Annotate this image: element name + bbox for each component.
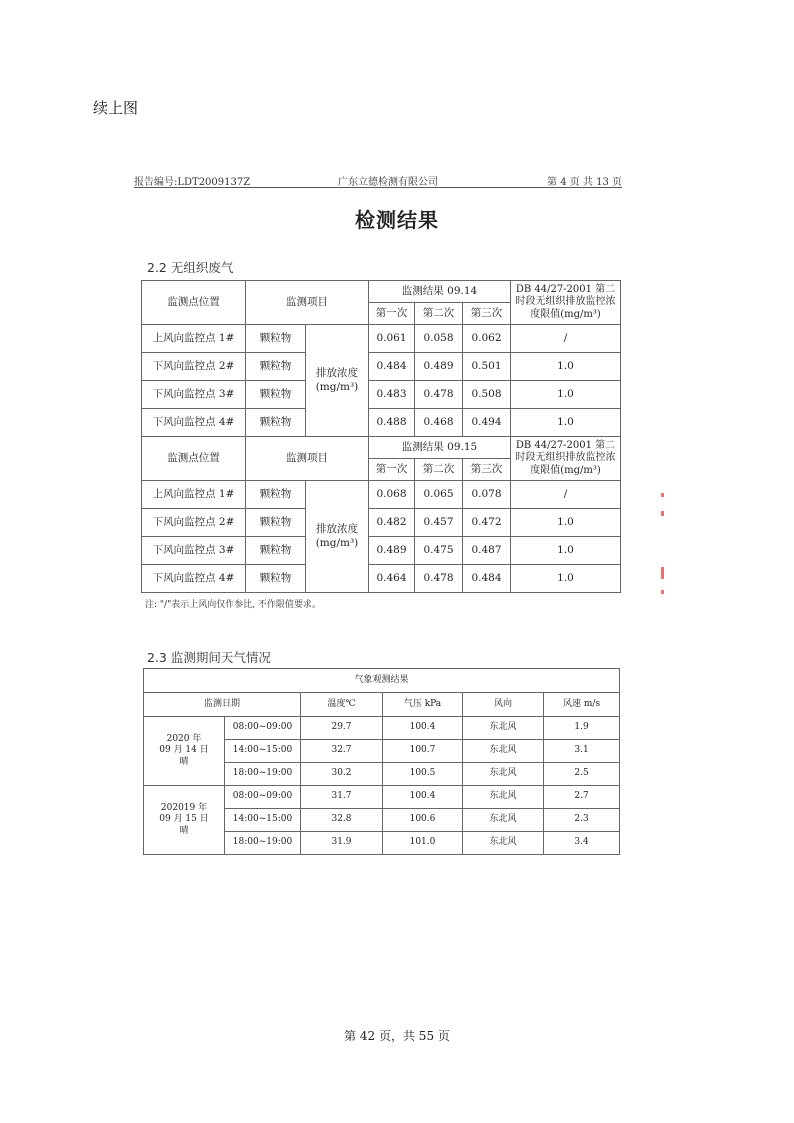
table-header-row xyxy=(142,281,621,303)
report-number: 报告编号:LDT2009137Z xyxy=(134,177,251,188)
date-weather: 晴 xyxy=(179,756,189,767)
cell-value: 0.457 xyxy=(415,509,463,537)
cell-temp: 31.9 xyxy=(301,832,383,855)
cell-point: 下风向监控点 2# xyxy=(142,509,246,537)
cell-value: 0.489 xyxy=(369,537,415,565)
table-row xyxy=(142,509,621,537)
seal-fragment xyxy=(661,567,664,579)
table-row xyxy=(142,325,621,353)
cell-point: 下风向监控点 3# xyxy=(142,537,246,565)
cell-value: 0.494 xyxy=(463,409,511,437)
fugitive-emission-table xyxy=(141,280,621,593)
header-standard: DB 44/27-2001 第二时段无组织排放监控浓度限值(mg/m³) xyxy=(511,281,621,325)
cell-pressure: 100.5 xyxy=(383,763,463,786)
cell-temp: 32.8 xyxy=(301,809,383,832)
cell-wind-speed: 3.4 xyxy=(544,832,620,855)
cell-item: 颗粒物 xyxy=(246,409,306,437)
cell-point: 下风向监控点 4# xyxy=(142,409,246,437)
cell-wind-dir: 东北风 xyxy=(463,786,544,809)
cell-wind-speed: 3.1 xyxy=(544,740,620,763)
cell-point: 下风向监控点 4# xyxy=(142,565,246,593)
cell-wind-dir: 东北风 xyxy=(463,717,544,740)
seal-fragment xyxy=(661,493,664,497)
cell-wind-dir: 东北风 xyxy=(463,763,544,786)
cell-limit: / xyxy=(511,325,621,353)
cell-point: 下风向监控点 3# xyxy=(142,381,246,409)
date-day: 09 月 15 日 xyxy=(159,814,209,825)
header-wind-speed: 风速 m/s xyxy=(544,693,620,717)
cell-parameter: 排放浓度(mg/m³) xyxy=(306,325,369,437)
table-row xyxy=(142,409,621,437)
cell-time: 14:00~15:00 xyxy=(225,809,301,832)
cell-value: 0.061 xyxy=(369,325,415,353)
section-2-3-title: 2.3 监测期间天气情况 xyxy=(147,650,271,665)
cell-value: 0.464 xyxy=(369,565,415,593)
date-cell xyxy=(144,786,225,855)
header-first: 第一次 xyxy=(369,303,415,325)
header-point: 监测点位置 xyxy=(142,281,246,325)
cell-wind-speed: 2.7 xyxy=(544,786,620,809)
cell-item: 颗粒物 xyxy=(246,537,306,565)
date-cell xyxy=(144,717,225,786)
cell-item: 颗粒物 xyxy=(246,381,306,409)
continued-label: 续上图 xyxy=(93,99,139,117)
cell-value: 0.489 xyxy=(415,353,463,381)
cell-item: 颗粒物 xyxy=(246,565,306,593)
cell-value: 0.508 xyxy=(463,381,511,409)
header-first: 第一次 xyxy=(369,459,415,481)
cell-point: 上风向监控点 1# xyxy=(142,481,246,509)
header-date: 监测日期 xyxy=(144,693,301,717)
cell-wind-speed: 2.3 xyxy=(544,809,620,832)
cell-point: 上风向监控点 1# xyxy=(142,325,246,353)
company-name: 广东立德检测有限公司 xyxy=(338,177,438,188)
header-third: 第三次 xyxy=(463,459,511,481)
document-title: 检测结果 xyxy=(355,208,439,232)
header-second: 第二次 xyxy=(415,459,463,481)
weather-header-row xyxy=(144,693,620,717)
section-2-2-title: 2.2 无组织废气 xyxy=(147,260,234,275)
cell-value: 0.472 xyxy=(463,509,511,537)
weather-table-title: 气象观测结果 xyxy=(144,669,620,693)
cell-value: 0.501 xyxy=(463,353,511,381)
cell-limit: 1.0 xyxy=(511,565,621,593)
cell-pressure: 100.4 xyxy=(383,717,463,740)
date-day: 09 月 14 日 xyxy=(159,745,209,756)
cell-value: 0.468 xyxy=(415,409,463,437)
report-header xyxy=(134,173,622,187)
header-result: 监测结果 09.15 xyxy=(369,437,511,459)
table-note: 注: "/"表示上风向仅作参比, 不作限值要求。 xyxy=(145,600,321,610)
weather-table xyxy=(143,668,620,855)
header-standard: DB 44/27-2001 第二时段无组织排放监控浓度限值(mg/m³) xyxy=(511,437,621,481)
cell-time: 08:00~09:00 xyxy=(225,786,301,809)
report-page-info: 第 4 页 共 13 页 xyxy=(547,177,622,188)
date-year: 2020 年 xyxy=(166,734,202,745)
cell-value: 0.068 xyxy=(369,481,415,509)
table-row xyxy=(142,353,621,381)
header-result: 监测结果 09.14 xyxy=(369,281,511,303)
cell-value: 0.483 xyxy=(369,381,415,409)
header-wind-dir: 风向 xyxy=(463,693,544,717)
header-second: 第二次 xyxy=(415,303,463,325)
cell-value: 0.487 xyxy=(463,537,511,565)
table-header-row xyxy=(142,437,621,459)
seal-fragment xyxy=(661,511,664,516)
header-item: 监测项目 xyxy=(246,437,369,481)
cell-parameter: 排放浓度(mg/m³) xyxy=(306,481,369,593)
weather-row xyxy=(144,786,620,809)
table-row xyxy=(142,481,621,509)
cell-item: 颗粒物 xyxy=(246,353,306,381)
cell-temp: 29.7 xyxy=(301,717,383,740)
date-year: 202019 年 xyxy=(160,803,208,814)
header-divider xyxy=(134,187,622,188)
cell-wind-dir: 东北风 xyxy=(463,740,544,763)
cell-value: 0.065 xyxy=(415,481,463,509)
header-item: 监测项目 xyxy=(246,281,369,325)
cell-point: 下风向监控点 2# xyxy=(142,353,246,381)
cell-value: 0.478 xyxy=(415,565,463,593)
table-row xyxy=(142,537,621,565)
cell-pressure: 100.7 xyxy=(383,740,463,763)
header-third: 第三次 xyxy=(463,303,511,325)
cell-wind-dir: 东北风 xyxy=(463,832,544,855)
cell-value: 0.475 xyxy=(415,537,463,565)
weather-title-row xyxy=(144,669,620,693)
header-temp: 温度℃ xyxy=(301,693,383,717)
cell-pressure: 101.0 xyxy=(383,832,463,855)
cell-wind-speed: 1.9 xyxy=(544,717,620,740)
cell-limit: / xyxy=(511,481,621,509)
cell-value: 0.078 xyxy=(463,481,511,509)
cell-wind-dir: 东北风 xyxy=(463,809,544,832)
seal-fragment xyxy=(661,590,664,594)
cell-time: 18:00~19:00 xyxy=(225,763,301,786)
table-row xyxy=(142,565,621,593)
cell-temp: 32.7 xyxy=(301,740,383,763)
cell-limit: 1.0 xyxy=(511,409,621,437)
cell-temp: 31.7 xyxy=(301,786,383,809)
cell-limit: 1.0 xyxy=(511,381,621,409)
cell-value: 0.478 xyxy=(415,381,463,409)
cell-value: 0.484 xyxy=(369,353,415,381)
weather-row xyxy=(144,717,620,740)
page-footer: 第 42 页，共 55 页 xyxy=(344,1029,450,1043)
cell-time: 14:00~15:00 xyxy=(225,740,301,763)
cell-wind-speed: 2.5 xyxy=(544,763,620,786)
cell-value: 0.488 xyxy=(369,409,415,437)
cell-limit: 1.0 xyxy=(511,509,621,537)
cell-value: 0.484 xyxy=(463,565,511,593)
header-pressure: 气压 kPa xyxy=(383,693,463,717)
cell-pressure: 100.6 xyxy=(383,809,463,832)
cell-value: 0.062 xyxy=(463,325,511,353)
cell-time: 08:00~09:00 xyxy=(225,717,301,740)
cell-temp: 30.2 xyxy=(301,763,383,786)
cell-item: 颗粒物 xyxy=(246,481,306,509)
cell-time: 18:00~19:00 xyxy=(225,832,301,855)
cell-limit: 1.0 xyxy=(511,537,621,565)
cell-value: 0.482 xyxy=(369,509,415,537)
cell-pressure: 100.4 xyxy=(383,786,463,809)
header-point: 监测点位置 xyxy=(142,437,246,481)
cell-item: 颗粒物 xyxy=(246,509,306,537)
cell-value: 0.058 xyxy=(415,325,463,353)
cell-item: 颗粒物 xyxy=(246,325,306,353)
date-weather: 晴 xyxy=(179,825,189,836)
table-row xyxy=(142,381,621,409)
cell-limit: 1.0 xyxy=(511,353,621,381)
